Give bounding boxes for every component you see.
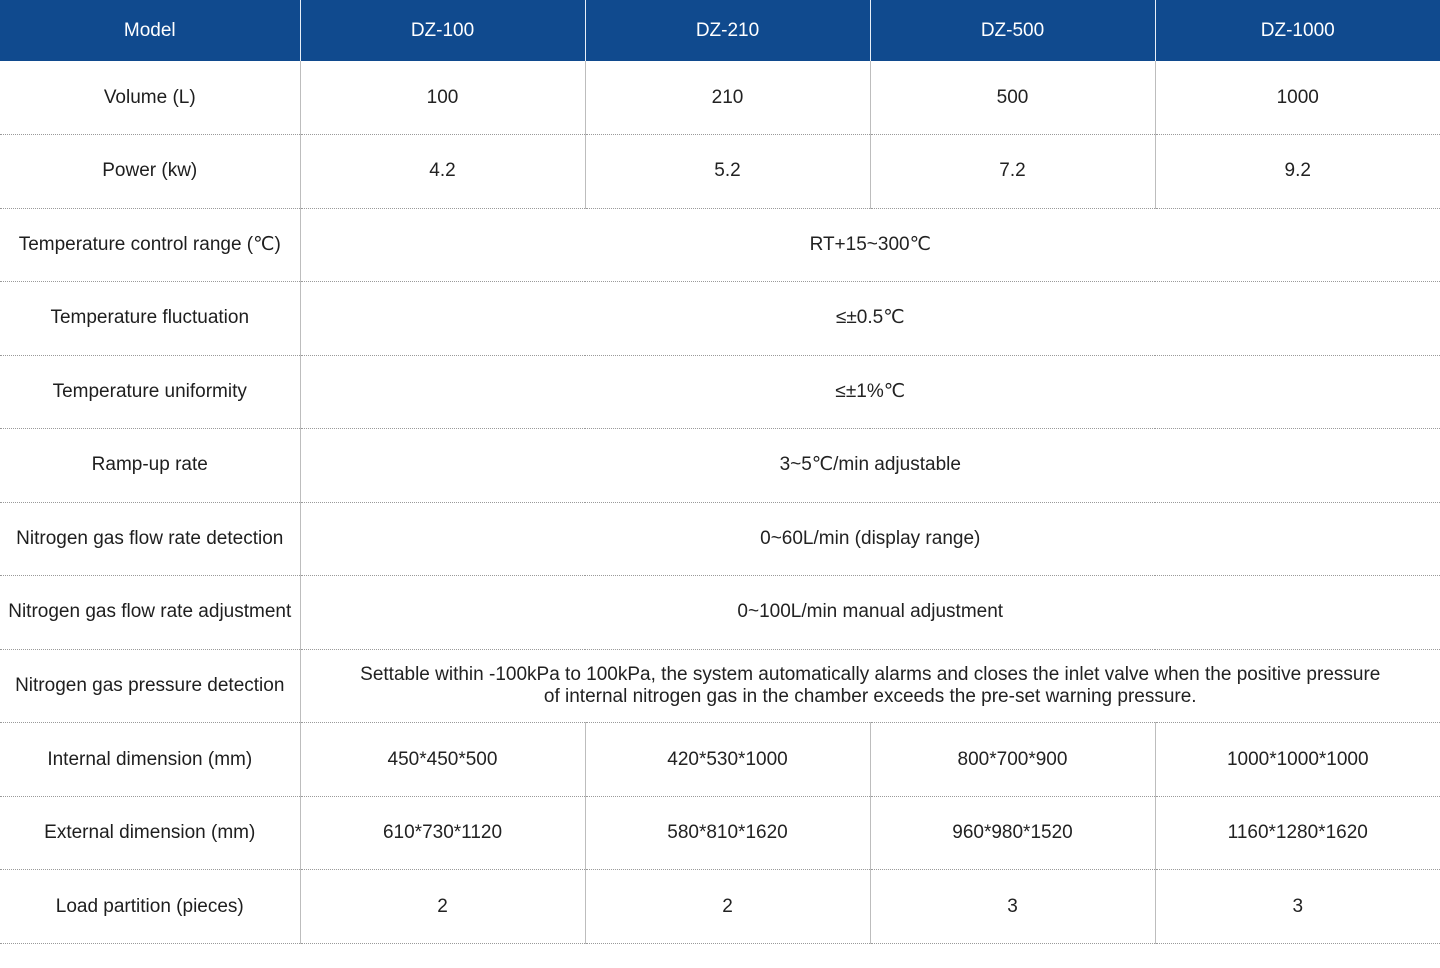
header-row	[0, 0, 1440, 61]
cell-external-dimension-dz-100: 610*730*1120	[300, 796, 585, 870]
cell-n2-flow-detection: 0~60L/min (display range)	[300, 502, 1440, 576]
cell-load-partition-dz-100: 2	[300, 870, 585, 944]
row-external-dimension	[0, 796, 1440, 870]
cell-load-partition-dz-1000: 3	[1155, 870, 1440, 944]
row-n2-pressure-detection	[0, 649, 1440, 723]
header-model-dz-210: DZ-210	[585, 0, 870, 61]
cell-load-partition-dz-210: 2	[585, 870, 870, 944]
cell-power-dz-100: 4.2	[300, 135, 585, 209]
cell-load-partition-dz-500: 3	[870, 870, 1155, 944]
cell-external-dimension-dz-500: 960*980*1520	[870, 796, 1155, 870]
row-label-n2-flow-adjustment: Nitrogen gas flow rate adjustment	[0, 576, 300, 650]
row-label-external-dimension: External dimension (mm)	[0, 796, 300, 870]
cell-power-dz-210: 5.2	[585, 135, 870, 209]
cell-n2-flow-adjustment: 0~100L/min manual adjustment	[300, 576, 1440, 650]
row-label-power: Power (kw)	[0, 135, 300, 209]
row-volume	[0, 61, 1440, 135]
row-label-load-partition: Load partition (pieces)	[0, 870, 300, 944]
row-label-n2-flow-detection: Nitrogen gas flow rate detection	[0, 502, 300, 576]
row-ramp-rate	[0, 429, 1440, 503]
header-model-dz-100: DZ-100	[300, 0, 585, 61]
header-model-dz-500: DZ-500	[870, 0, 1155, 61]
row-temp-range	[0, 208, 1440, 282]
header-model-dz-1000: DZ-1000	[1155, 0, 1440, 61]
row-label-temp-range: Temperature control range (℃)	[0, 208, 300, 282]
row-label-ramp-rate: Ramp-up rate	[0, 429, 300, 503]
cell-external-dimension-dz-1000: 1160*1280*1620	[1155, 796, 1440, 870]
row-n2-flow-adjustment	[0, 576, 1440, 650]
row-temp-fluctuation	[0, 282, 1440, 356]
row-label-volume: Volume (L)	[0, 61, 300, 135]
cell-ramp-rate: 3~5℃/min adjustable	[300, 429, 1440, 503]
row-temp-uniformity	[0, 355, 1440, 429]
row-load-partition	[0, 870, 1440, 944]
cell-internal-dimension-dz-100: 450*450*500	[300, 723, 585, 797]
cell-power-dz-500: 7.2	[870, 135, 1155, 209]
cell-temp-fluctuation: ≤±0.5℃	[300, 282, 1440, 356]
cell-internal-dimension-dz-500: 800*700*900	[870, 723, 1155, 797]
cell-power-dz-1000: 9.2	[1155, 135, 1440, 209]
cell-volume-dz-1000: 1000	[1155, 61, 1440, 135]
row-label-internal-dimension: Internal dimension (mm)	[0, 723, 300, 797]
row-label-temp-fluctuation: Temperature fluctuation	[0, 282, 300, 356]
header-model-label: Model	[0, 0, 300, 61]
cell-internal-dimension-dz-1000: 1000*1000*1000	[1155, 723, 1440, 797]
cell-volume-dz-210: 210	[585, 61, 870, 135]
cell-volume-dz-100: 100	[300, 61, 585, 135]
cell-internal-dimension-dz-210: 420*530*1000	[585, 723, 870, 797]
row-label-n2-pressure-detection: Nitrogen gas pressure detection	[0, 649, 300, 723]
row-label-temp-uniformity: Temperature uniformity	[0, 355, 300, 429]
row-power	[0, 135, 1440, 209]
row-n2-flow-detection	[0, 502, 1440, 576]
cell-external-dimension-dz-210: 580*810*1620	[585, 796, 870, 870]
cell-n2-pressure-detection	[300, 649, 1440, 723]
row-internal-dimension	[0, 723, 1440, 797]
cell-temp-uniformity: ≤±1%℃	[300, 355, 1440, 429]
cell-temp-range: RT+15~300℃	[300, 208, 1440, 282]
pressure-detection-line-1: Settable within -100kPa to 100kPa, the system automatically alarms and closes the inlet valve when the positive pressure	[360, 664, 1381, 686]
pressure-detection-line-2: of internal nitrogen gas in the chamber exceeds the pre-set warning pressure.	[543, 686, 1197, 708]
cell-volume-dz-500: 500	[870, 61, 1155, 135]
